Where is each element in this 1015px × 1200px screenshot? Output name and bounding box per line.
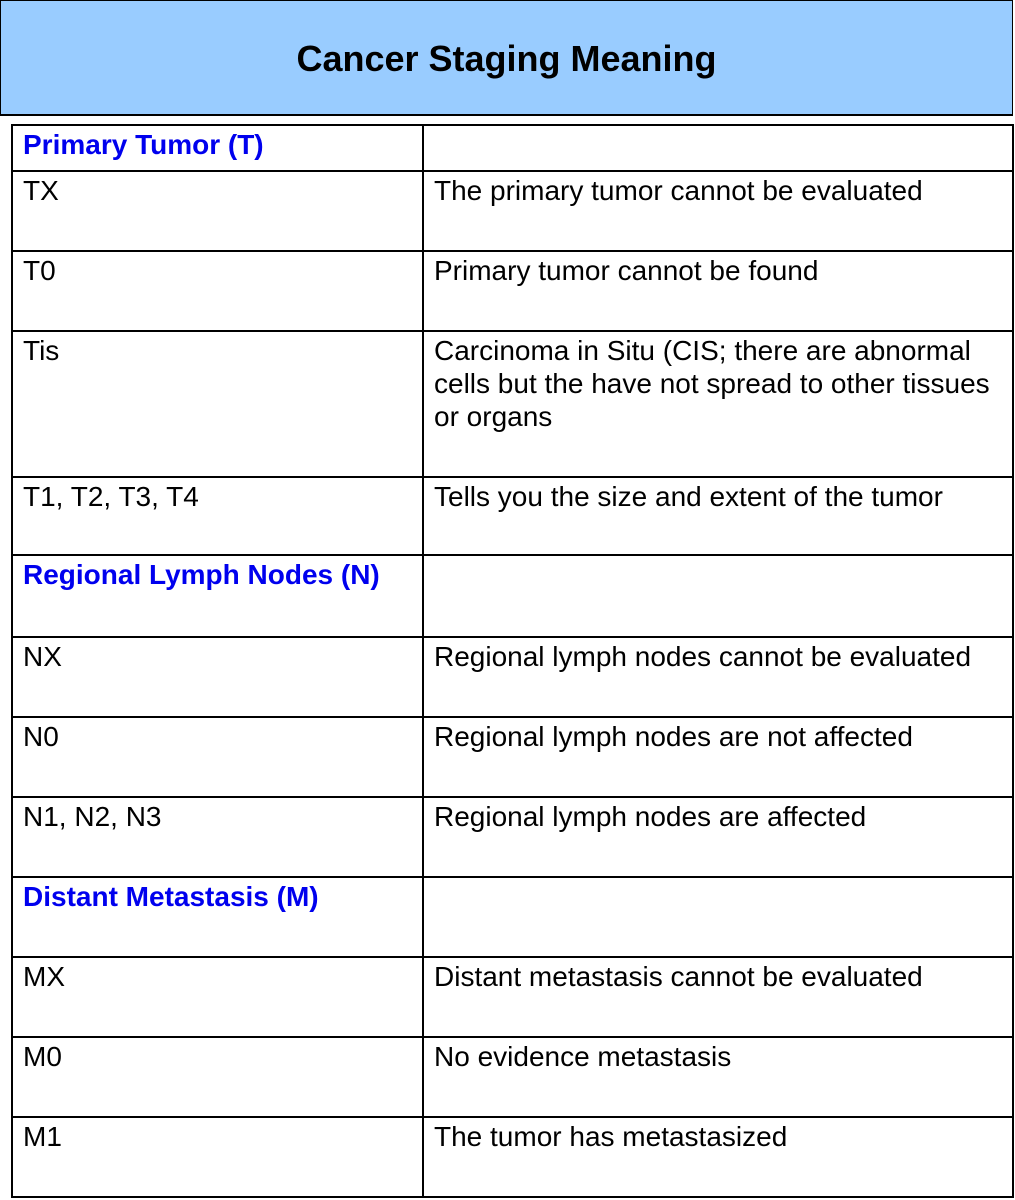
stage-meaning: The primary tumor cannot be evaluated: [423, 171, 1013, 251]
table-row: [12, 637, 1013, 717]
stage-code: M0: [12, 1037, 423, 1117]
section-row-regional-lymph-nodes: [12, 555, 1013, 637]
stage-code: MX: [12, 957, 423, 1037]
stage-code: M1: [12, 1117, 423, 1197]
section-row-distant-metastasis: [12, 877, 1013, 957]
section-row-primary-tumor: [12, 125, 1013, 171]
table-row: [12, 1117, 1013, 1197]
stage-code: NX: [12, 637, 423, 717]
stage-meaning: No evidence metastasis: [423, 1037, 1013, 1117]
staging-table: [11, 124, 1014, 1198]
table-row: [12, 957, 1013, 1037]
stage-meaning: Distant metastasis cannot be evaluated: [423, 957, 1013, 1037]
stage-meaning: The tumor has metastasized: [423, 1117, 1013, 1197]
stage-meaning: Carcinoma in Situ (CIS; there are abnormal cells but the have not spread to other tissues or organs: [423, 331, 1013, 477]
table-row: [12, 1037, 1013, 1117]
section-label: Primary Tumor (T): [12, 125, 423, 171]
section-meaning: [423, 555, 1013, 637]
stage-meaning: Tells you the size and extent of the tumor: [423, 477, 1013, 555]
section-meaning: [423, 125, 1013, 171]
table-row: [12, 797, 1013, 877]
section-meaning: [423, 877, 1013, 957]
stage-meaning: Regional lymph nodes are affected: [423, 797, 1013, 877]
table-row: [12, 477, 1013, 555]
page-title: Cancer Staging Meaning: [296, 37, 717, 79]
table-row: [12, 331, 1013, 477]
section-label: Regional Lymph Nodes (N): [12, 555, 423, 637]
table-row: [12, 171, 1013, 251]
table-row: [12, 251, 1013, 331]
table-row: [12, 717, 1013, 797]
title-banner: [0, 0, 1013, 116]
stage-code: N1, N2, N3: [12, 797, 423, 877]
stage-meaning: Primary tumor cannot be found: [423, 251, 1013, 331]
stage-code: T1, T2, T3, T4: [12, 477, 423, 555]
stage-meaning: Regional lymph nodes are not affected: [423, 717, 1013, 797]
stage-meaning: Regional lymph nodes cannot be evaluated: [423, 637, 1013, 717]
stage-code: TX: [12, 171, 423, 251]
stage-code: Tis: [12, 331, 423, 477]
stage-code: T0: [12, 251, 423, 331]
stage-code: N0: [12, 717, 423, 797]
section-label: Distant Metastasis (M): [12, 877, 423, 957]
